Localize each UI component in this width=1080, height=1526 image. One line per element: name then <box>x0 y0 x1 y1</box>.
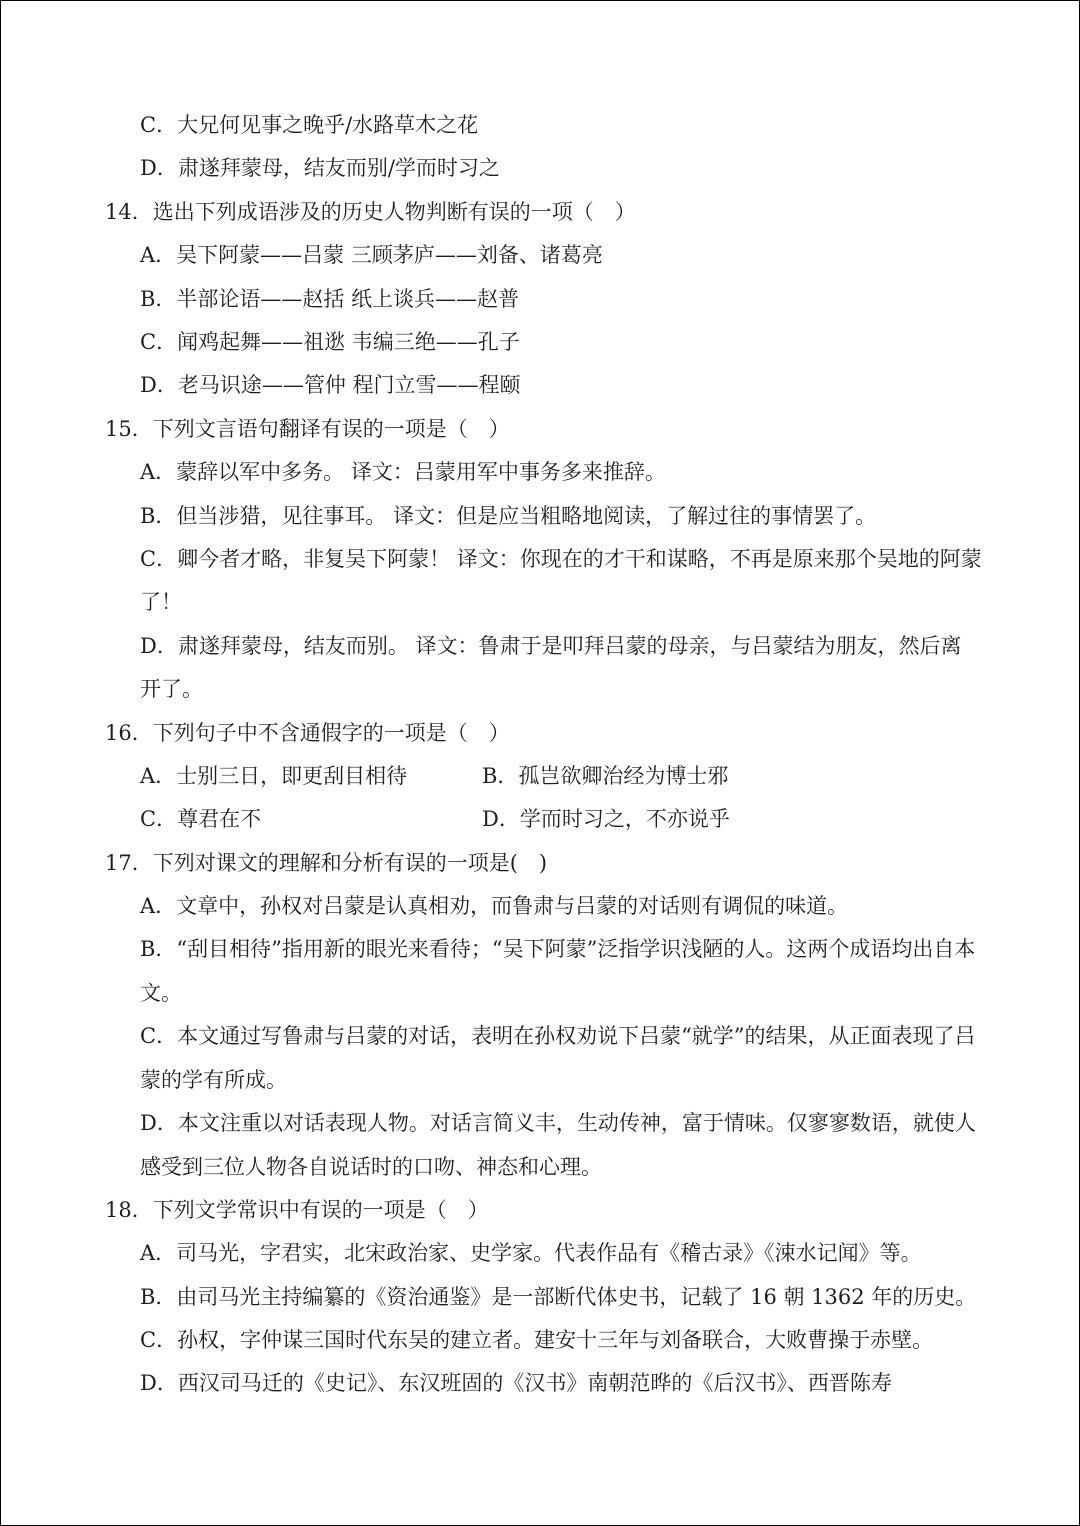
q17-option-a: A．文章中，孙权对吕蒙是认真相劝，而鲁肃与吕蒙的对话则有调侃的味道。 <box>140 894 849 919</box>
q17-option-b: B．“刮目相待”指用新的眼光来看待；“吴下阿蒙”泛指学识浅陋的人。这两个成语均出自本文。 <box>140 937 976 1005</box>
q15-option-b: B．但当涉猎，见往事耳。 译文：但是应当粗略地阅读，了解过往的事情罢了。 <box>140 503 877 528</box>
q18-stem: 18．下列文学常识中有误的一项是（ ） <box>105 1197 489 1222</box>
q15-option-c: C．卿今者才略，非复吴下阿蒙！ 译文：你现在的才干和谋略，不再是原来那个吴地的阿蒙了！ <box>140 546 982 615</box>
q13-option-d: D．肃遂拜蒙母，结友而别/学而时习之 <box>140 156 500 181</box>
q14-option-b: B．半部论语——赵括 纸上谈兵——赵普 <box>140 286 520 311</box>
q18-option-b: B．由司马光主持编纂的《资治通鉴》是一部断代体史书，记载了 16 朝 1362 年的历史。 <box>140 1284 977 1309</box>
q16-option-b: B．孤岂欲卿治经为博士邪 <box>482 763 729 788</box>
q18-option-c: C．孙权，字仲谋三国时代东吴的建立者。建安十三年与刘备联合，大败曹操于赤壁。 <box>140 1328 934 1353</box>
q14-stem: 14．选出下列成语涉及的历史人物判断有误的一项（ ） <box>105 199 636 224</box>
q14-option-a: A．吴下阿蒙——吕蒙 三顾茅庐——刘备、诸葛亮 <box>140 243 603 268</box>
q18-option-a: A．司马光，字君实，北宋政治家、史学家。代表作品有《稽古录》《涑水记闻》等。 <box>140 1241 922 1266</box>
q17-stem: 17．下列对课文的理解和分析有误的一项是( ) <box>105 850 548 875</box>
q17-option-c: C．本文通过写鲁肃与吕蒙的对话，表明在孙权劝说下吕蒙“就学”的结果，从正面表现了吕蒙的学有所成。 <box>140 1024 976 1092</box>
q16-option-a: A．士别三日，即更刮目相待 <box>140 763 408 788</box>
q14-option-c: C．闻鸡起舞——祖逖 韦编三绝——孔子 <box>140 329 520 354</box>
q14-option-d: D．老马识途——管仲 程门立雪——程颐 <box>140 373 521 398</box>
q17-option-d: D．本文注重以对话表现人物。对话言简义丰，生动传神，富于情味。仅寥寥数语，就使人感受到三位人物各自说话时的口吻、神态和心理。 <box>140 1111 976 1179</box>
q16-option-d: D．学而时习之，不亦说乎 <box>482 807 730 832</box>
q15-stem: 15．下列文言语句翻译有误的一项是（ ） <box>105 416 510 441</box>
exam-content <box>1 104 1080 1406</box>
q16-option-c: C．尊君在不 <box>140 807 262 832</box>
q13-option-c: C．大兄何见事之晚乎/水路草木之花 <box>140 113 479 137</box>
q16-stem: 16．下列句子中不含通假字的一项是（ ） <box>105 720 510 745</box>
q15-option-a: A．蒙辞以军中多务。 译文：吕蒙用军中事务多来推辞。 <box>140 460 666 485</box>
q15-option-d: D．肃遂拜蒙母，结友而别。 译文：鲁肃于是叩拜吕蒙的母亲，与吕蒙结为朋友，然后离开了。 <box>140 633 962 702</box>
q16-options-row-1 <box>1 755 1080 798</box>
q16-options-row-2 <box>1 798 1080 841</box>
q18-option-d: D．西汉司马迁的《史记》、东汉班固的《汉书》南朝范晔的《后汉书》、西晋陈寿 <box>140 1371 892 1396</box>
